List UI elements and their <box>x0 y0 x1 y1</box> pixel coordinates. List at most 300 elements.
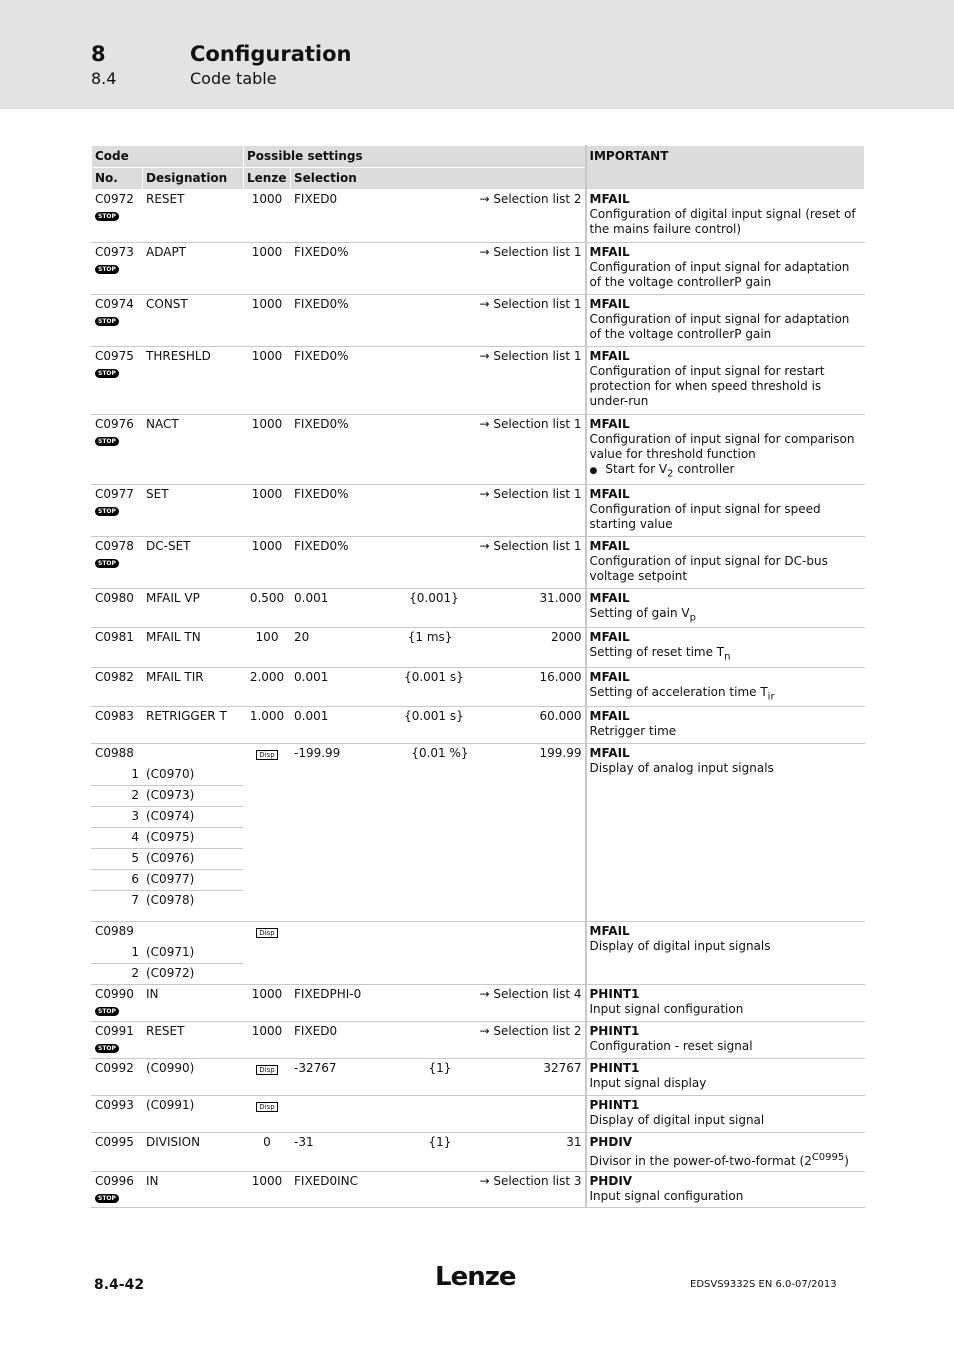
code-cell <box>92 347 143 415</box>
selection-min: FIXED0 <box>294 192 338 206</box>
code-cell <box>92 1059 143 1096</box>
code-number: C0973 <box>95 245 134 259</box>
important-cell <box>586 190 865 243</box>
designation-cell: RETRIGGER T <box>143 707 244 744</box>
lenze-cell: 1000 <box>244 295 291 347</box>
selection-min: FIXED0 <box>294 1024 338 1039</box>
code-cell <box>92 295 143 347</box>
important-description <box>590 1076 862 1091</box>
important-description <box>590 1189 862 1204</box>
important-cell <box>586 707 865 744</box>
selection-values <box>294 297 582 312</box>
stop-icon: STOP <box>95 317 119 326</box>
important-description: Display of analog input signals <box>589 761 774 776</box>
designation-cell: NACT <box>143 415 244 485</box>
selection-cell <box>291 485 586 537</box>
selection-min: FIXEDPHI-0 <box>294 987 362 1002</box>
selection-values <box>294 987 582 1002</box>
subcode-number: 6 <box>92 870 143 891</box>
code-cell <box>92 1172 143 1208</box>
stop-icon: STOP <box>95 369 119 378</box>
table-row <box>92 922 865 943</box>
table-row <box>92 707 865 744</box>
description-text: Setting of reset time T <box>589 645 725 660</box>
lenze-cell: 2.000 <box>244 667 291 706</box>
table-row <box>92 744 865 765</box>
selection-values <box>294 487 582 502</box>
selection-step <box>337 192 479 207</box>
function-block-name: MFAIL <box>589 487 630 501</box>
stop-icon: STOP <box>95 1194 119 1203</box>
lenze-cell: 1000 <box>244 415 291 485</box>
function-block-name: PHINT1 <box>589 1024 640 1039</box>
function-block-name: MFAIL <box>589 297 630 311</box>
lenze-cell: 1000 <box>244 485 291 537</box>
selection-step <box>349 245 480 260</box>
important-cell <box>586 922 865 985</box>
table-row <box>92 295 865 347</box>
designation-cell: MFAIL VP <box>143 589 244 628</box>
selection-cell <box>291 1096 586 1133</box>
selection-cell <box>291 985 586 1022</box>
description-subscript: ir <box>767 691 775 703</box>
selection-min: FIXED0% <box>294 417 349 431</box>
designation-cell: DIVISION <box>143 1133 244 1172</box>
code-number: C0980 <box>95 591 134 605</box>
function-block-name: MFAIL <box>589 539 630 553</box>
subcode-number: 1 <box>92 943 143 964</box>
selection-min: -32767 <box>294 1061 337 1076</box>
important-description <box>590 207 862 237</box>
table-row <box>92 628 865 667</box>
designation-cell: IN <box>143 1172 244 1208</box>
stop-icon: STOP <box>95 437 119 446</box>
display-only-icon: Disp <box>256 1102 277 1112</box>
header-lenze: Lenze <box>244 168 291 190</box>
stop-icon: STOP <box>95 507 119 516</box>
lenze-cell: 1000 <box>244 347 291 415</box>
description-bullet <box>590 462 862 481</box>
code-number: C0976 <box>95 417 134 431</box>
important-cell <box>586 744 865 922</box>
selection-step <box>361 987 479 1002</box>
selection-max: 31 <box>566 1135 582 1150</box>
lenze-cell: 1000 <box>244 190 291 243</box>
code-cell <box>92 707 143 744</box>
function-block-name: MFAIL <box>589 245 630 259</box>
subcode-designation: (C0970) <box>143 765 244 786</box>
table-row <box>92 667 865 706</box>
important-description <box>590 1039 862 1054</box>
important-cell <box>586 295 865 347</box>
table-row <box>92 1172 865 1208</box>
designation-cell <box>143 744 244 765</box>
selection-step: {0.001} <box>409 591 459 605</box>
important-cell <box>586 347 865 415</box>
important-cell <box>586 1172 865 1208</box>
table-row <box>92 537 865 589</box>
code-number: C0983 <box>95 709 134 724</box>
function-block-name: MFAIL <box>589 669 630 684</box>
designation-cell: THRESHLD <box>143 347 244 415</box>
selection-cell <box>291 1172 586 1208</box>
lenze-cell: 1000 <box>244 537 291 589</box>
selection-max: 16.000 <box>539 669 582 684</box>
lenze-cell: 1000 <box>244 243 291 295</box>
selection-min: -31 <box>294 1135 314 1150</box>
important-cell <box>586 1096 865 1133</box>
selection-cell <box>291 744 586 922</box>
description-text: Configuration - reset signal <box>589 1039 753 1054</box>
selection-cell <box>291 628 586 667</box>
selection-step <box>349 487 480 502</box>
section-title: Code table <box>190 69 277 88</box>
important-description <box>590 1113 862 1128</box>
selection-cell <box>291 922 586 985</box>
important-description <box>590 364 862 409</box>
selection-values <box>294 1061 582 1076</box>
subcode-designation: (C0974) <box>143 807 244 828</box>
selection-values <box>294 1135 582 1150</box>
description-text: Display of digital input signal <box>589 1113 765 1128</box>
function-block-name: MFAIL <box>589 349 630 363</box>
subcode-designation: (C0971) <box>143 943 244 964</box>
code-number: C0989 <box>92 922 143 943</box>
lenze-cell <box>244 744 291 922</box>
description-text: Retrigger time <box>589 724 677 739</box>
lenze-logo: Lenze <box>435 1262 516 1292</box>
chapter-header <box>0 0 954 109</box>
selection-values <box>294 539 582 554</box>
stop-icon: STOP <box>95 265 119 274</box>
selection-step: {0.01 %} <box>411 746 469 761</box>
selection-values <box>294 417 582 432</box>
selection-values <box>294 1174 582 1189</box>
function-block-name: PHDIV <box>589 1174 633 1189</box>
important-description <box>590 502 862 532</box>
subcode-number: 7 <box>92 891 143 922</box>
important-description <box>590 606 862 625</box>
function-block-name: MFAIL <box>589 630 630 645</box>
important-cell <box>586 1059 865 1096</box>
selection-max: → Selection list 4 <box>479 987 582 1002</box>
selection-cell <box>291 415 586 485</box>
description-text: Setting of acceleration time T <box>589 684 768 699</box>
lenze-cell <box>244 922 291 985</box>
subcode-number: 2 <box>92 964 143 985</box>
designation-cell: MFAIL TN <box>143 628 244 667</box>
function-block-name: MFAIL <box>589 417 630 431</box>
description-text: Configuration of input signal for comparison value for threshold function <box>589 432 855 461</box>
description-text: Configuration of digital input signal (reset of the mains failure control) <box>589 207 856 236</box>
code-number: C0988 <box>92 744 143 765</box>
description-subscript: p <box>689 612 696 624</box>
subcode-designation: (C0977) <box>143 870 244 891</box>
table-row <box>92 1022 865 1059</box>
header-important: IMPORTANT <box>586 146 865 190</box>
designation-cell: RESET <box>143 1022 244 1059</box>
stop-icon: STOP <box>95 1044 119 1053</box>
function-block-name: PHDIV <box>589 1135 633 1150</box>
selection-step: {1} <box>428 1061 452 1076</box>
code-number: C0975 <box>95 349 134 363</box>
selection-values <box>294 1024 582 1039</box>
code-cell <box>92 415 143 485</box>
function-block-name: MFAIL <box>589 709 630 724</box>
selection-step <box>358 1174 479 1189</box>
selection-min: FIXED0% <box>294 245 349 259</box>
bullet-subscript: 2 <box>667 468 674 480</box>
important-description <box>590 312 862 342</box>
selection-max: 2000 <box>550 630 582 645</box>
display-only-icon: Disp <box>256 750 277 760</box>
lenze-cell <box>244 1096 291 1133</box>
code-table <box>91 145 865 1208</box>
stop-icon: STOP <box>95 212 119 221</box>
selection-step <box>337 1024 479 1039</box>
function-block-name: PHINT1 <box>589 987 640 1002</box>
important-description <box>590 432 862 462</box>
important-cell <box>586 589 865 628</box>
table-row <box>92 1133 865 1172</box>
selection-max: → Selection list 2 <box>479 1024 582 1039</box>
code-number: C0982 <box>95 669 134 684</box>
table-row <box>92 415 865 485</box>
selection-min: FIXED0% <box>294 487 349 501</box>
table-row <box>92 347 865 415</box>
selection-values <box>294 245 582 260</box>
function-block-name: MFAIL <box>589 924 630 939</box>
selection-step <box>349 297 480 312</box>
important-cell <box>586 537 865 589</box>
section-number: 8.4 <box>91 69 117 88</box>
designation-cell: RESET <box>143 190 244 243</box>
subcode-number: 4 <box>92 828 143 849</box>
selection-step <box>349 417 480 432</box>
subcode-designation: (C0976) <box>143 849 244 870</box>
header-designation: Designation <box>143 168 244 190</box>
code-number: C0996 <box>95 1174 134 1189</box>
important-description <box>590 685 862 704</box>
selection-max: → Selection list 2 <box>479 192 582 206</box>
selection-cell <box>291 190 586 243</box>
subcode-number: 2 <box>92 786 143 807</box>
designation-cell: (C0990) <box>143 1059 244 1096</box>
code-cell <box>92 537 143 589</box>
designation-cell: ADAPT <box>143 243 244 295</box>
selection-values <box>294 746 582 761</box>
description-text: Configuration of input signal for restart protection for when speed threshold is under-run <box>589 364 825 408</box>
description-end: ) <box>844 1154 849 1169</box>
lenze-cell: 100 <box>244 628 291 667</box>
table-row <box>92 190 865 243</box>
code-number: C0990 <box>95 987 134 1002</box>
table-row <box>92 485 865 537</box>
important-description <box>590 1150 862 1169</box>
selection-cell <box>291 667 586 706</box>
selection-max: → Selection list 1 <box>479 297 582 311</box>
subcode-designation: (C0972) <box>143 964 244 985</box>
selection-min: FIXED0% <box>294 349 349 363</box>
document-id: EDSVS9332S EN 6.0-07/2013 <box>690 1279 837 1290</box>
code-number: C0992 <box>95 1061 134 1076</box>
important-cell <box>586 485 865 537</box>
description-text: Input signal display <box>589 1076 707 1091</box>
code-cell <box>92 667 143 706</box>
selection-step: {1} <box>428 1135 452 1150</box>
code-cell <box>92 485 143 537</box>
selection-max: → Selection list 1 <box>479 245 582 259</box>
table-row <box>92 1096 865 1133</box>
selection-min: -199.99 <box>294 746 341 761</box>
lenze-cell <box>244 1059 291 1096</box>
function-block-name: MFAIL <box>589 746 630 761</box>
selection-cell <box>291 1059 586 1096</box>
table-header-row <box>92 146 865 168</box>
important-cell <box>586 243 865 295</box>
selection-cell <box>291 1022 586 1059</box>
important-cell <box>586 415 865 485</box>
selection-min: FIXED0INC <box>294 1174 359 1189</box>
selection-values <box>294 349 582 364</box>
selection-values <box>294 670 582 685</box>
lenze-cell: 1000 <box>244 1172 291 1208</box>
description-text: Configuration of input signal for DC-bus voltage setpoint <box>589 554 828 583</box>
function-block-name: MFAIL <box>589 192 630 206</box>
code-cell <box>92 190 143 243</box>
selection-min: 0.001 <box>294 591 329 605</box>
subcode-designation: (C0978) <box>143 891 244 922</box>
description-text: Input signal configuration <box>589 1002 744 1017</box>
code-number: C0991 <box>95 1024 134 1039</box>
selection-max: → Selection list 1 <box>479 417 582 431</box>
bullet-text: Start for V <box>605 462 668 476</box>
code-cell <box>92 985 143 1022</box>
selection-max: → Selection list 3 <box>479 1174 582 1189</box>
code-number: C0977 <box>95 487 134 501</box>
important-cell <box>586 985 865 1022</box>
selection-min: FIXED0% <box>294 539 349 553</box>
designation-cell: CONST <box>143 295 244 347</box>
selection-min: 0.001 <box>294 709 329 724</box>
table-row <box>92 1059 865 1096</box>
designation-cell: DC-SET <box>143 537 244 589</box>
chapter-title: Configuration <box>190 42 352 66</box>
description-text: Input signal configuration <box>589 1189 744 1204</box>
table-row <box>92 243 865 295</box>
header-code: Code <box>92 146 244 168</box>
selection-max: 60.000 <box>539 709 582 724</box>
lenze-cell: 1000 <box>244 985 291 1022</box>
function-block-name: PHINT1 <box>589 1061 640 1076</box>
lenze-cell: 1000 <box>244 1022 291 1059</box>
selection-cell <box>291 1133 586 1172</box>
lenze-cell: 1.000 <box>244 707 291 744</box>
important-cell <box>586 667 865 706</box>
display-only-icon: Disp <box>256 928 277 938</box>
header-selection: Selection <box>291 168 586 190</box>
code-cell <box>92 1022 143 1059</box>
function-block-name: MFAIL <box>589 591 630 605</box>
selection-max: → Selection list 1 <box>479 487 582 501</box>
important-description <box>590 1002 862 1017</box>
selection-step <box>349 539 480 554</box>
stop-icon: STOP <box>95 1007 119 1016</box>
selection-values <box>294 591 582 606</box>
subcode-designation: (C0975) <box>143 828 244 849</box>
important-cell <box>586 628 865 667</box>
code-number: C0981 <box>95 630 134 645</box>
function-block-name: PHINT1 <box>589 1098 640 1113</box>
important-cell <box>586 1022 865 1059</box>
selection-cell <box>291 589 586 628</box>
designation-cell: IN <box>143 985 244 1022</box>
code-cell <box>92 243 143 295</box>
header-no: No. <box>92 168 143 190</box>
designation-cell: MFAIL TIR <box>143 667 244 706</box>
selection-step: {0.001 s} <box>404 669 464 684</box>
important-description <box>590 724 862 739</box>
important-description <box>590 554 862 584</box>
selection-step: {1 ms} <box>407 630 453 645</box>
designation-cell <box>143 922 244 943</box>
selection-cell <box>291 295 586 347</box>
description-superscript: C0995 <box>811 1152 845 1164</box>
selection-cell <box>291 707 586 744</box>
important-description: Display of digital input signals <box>589 939 771 954</box>
selection-max: 32767 <box>543 1061 582 1076</box>
code-cell <box>92 589 143 628</box>
important-description <box>590 645 862 664</box>
code-number: C0972 <box>95 192 134 206</box>
code-cell <box>92 628 143 667</box>
selection-cell <box>291 243 586 295</box>
description-text: Setting of gain V <box>589 606 690 620</box>
designation-cell: SET <box>143 485 244 537</box>
table-row <box>92 589 865 628</box>
selection-max: → Selection list 1 <box>479 539 582 553</box>
chapter-number: 8 <box>91 42 106 66</box>
selection-values <box>294 630 582 645</box>
designation-cell: (C0991) <box>143 1096 244 1133</box>
important-description <box>590 260 862 290</box>
code-number: C0974 <box>95 297 134 311</box>
selection-values <box>294 709 582 724</box>
code-cell <box>92 1096 143 1133</box>
subcode-number: 3 <box>92 807 143 828</box>
selection-max: → Selection list 1 <box>479 349 582 363</box>
stop-icon: STOP <box>95 559 119 568</box>
selection-step: {0.001 s} <box>404 709 464 724</box>
selection-cell <box>291 347 586 415</box>
selection-cell <box>291 537 586 589</box>
selection-values <box>294 192 582 207</box>
description-text: Configuration of input signal for adaptation of the voltage controllerP gain <box>589 312 850 341</box>
selection-min: FIXED0% <box>294 297 349 311</box>
selection-max: 31.000 <box>539 591 582 605</box>
code-number: C0995 <box>95 1135 134 1150</box>
code-number: C0993 <box>95 1098 134 1113</box>
display-only-icon: Disp <box>256 1065 277 1075</box>
subcode-designation: (C0973) <box>143 786 244 807</box>
subcode-number: 1 <box>92 765 143 786</box>
page-number: 8.4-42 <box>94 1277 145 1293</box>
description-text: Configuration of input signal for speed starting value <box>589 502 821 531</box>
header-possible-settings: Possible settings <box>244 146 586 168</box>
code-number: C0978 <box>95 539 134 553</box>
description-subscript: n <box>724 651 731 663</box>
lenze-cell: 0 <box>244 1133 291 1172</box>
